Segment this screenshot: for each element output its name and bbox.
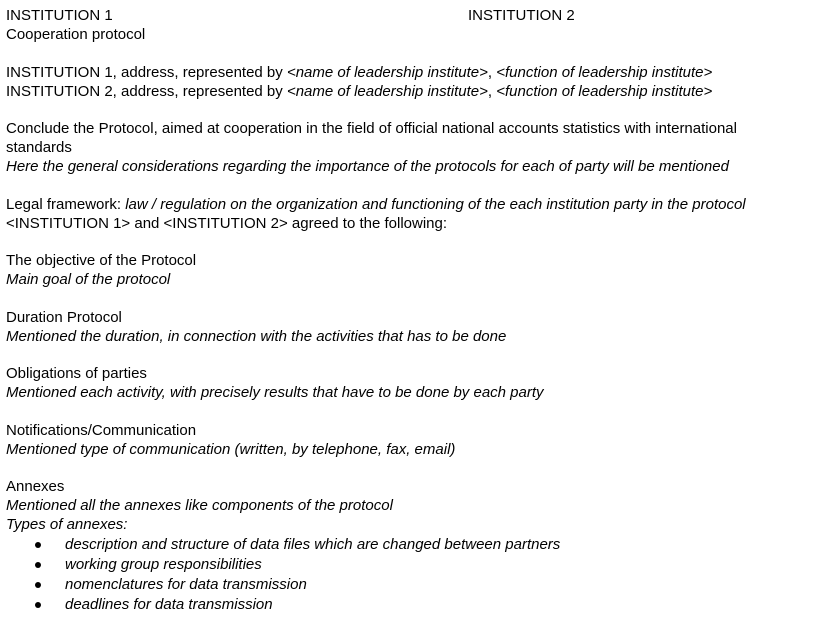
- party-1-line: [6, 63, 712, 82]
- institution-1-heading: INSTITUTION 1: [6, 7, 113, 24]
- list-item: [6, 535, 806, 554]
- section-title: Notifications/Communication: [6, 422, 197, 439]
- section-desc: Mentioned type of communication (written, by telephone, fax, email): [6, 441, 456, 458]
- list-item: [6, 555, 806, 574]
- conclusion-line-2: standards: [6, 139, 72, 156]
- bullet-icon: [35, 602, 41, 608]
- section-desc: Mentioned the duration, in connection with the activities that has to be done: [6, 328, 507, 345]
- institution-2-heading: INSTITUTION 2: [468, 7, 575, 24]
- list-item-text: nomenclatures for data transmission: [65, 576, 307, 593]
- legal-framework-line: [6, 195, 746, 214]
- list-item: [6, 595, 806, 614]
- party-1-prefix: INSTITUTION 1, address, represented by: [6, 64, 287, 81]
- annex-types-label: Types of annexes:: [6, 516, 128, 533]
- bullet-icon: [35, 582, 41, 588]
- agreement-line: <INSTITUTION 1> and <INSTITUTION 2> agreed to the following:: [6, 215, 448, 232]
- list-item-text: deadlines for data transmission: [65, 596, 273, 613]
- party-2-prefix: INSTITUTION 2, address, represented by: [6, 83, 287, 100]
- section-desc: Main goal of the protocol: [6, 271, 171, 288]
- party-2-line: [6, 82, 712, 101]
- legal-framework-label: Legal framework:: [6, 196, 126, 213]
- bullet-icon: [35, 562, 41, 568]
- section-title: Annexes: [6, 478, 65, 495]
- party-1-name: <name of leadership institute>: [286, 64, 488, 81]
- bullet-icon: [35, 542, 41, 548]
- party-2-name: <name of leadership institute>: [286, 83, 488, 100]
- section-desc: Mentioned each activity, with precisely results that have to be done by each party: [6, 384, 544, 401]
- list-item-text: description and structure of data files which are changed between partners: [65, 536, 561, 553]
- section-title: Duration Protocol: [6, 309, 122, 326]
- conclusion-line-1: Conclude the Protocol, aimed at cooperation in the field of official national accounts statistics with international: [6, 120, 737, 137]
- section-title: The objective of the Protocol: [6, 252, 197, 269]
- party-1-function: <function of leadership institute>: [496, 64, 713, 81]
- party-2-separator: ,: [487, 83, 497, 100]
- party-2-function: <function of leadership institute>: [496, 83, 713, 100]
- legal-framework-text: law / regulation on the organization and functioning of the each institution party in the protocol: [125, 196, 746, 213]
- document-subtitle: Cooperation protocol: [6, 26, 146, 43]
- section-title: Obligations of parties: [6, 365, 147, 382]
- conclusion-note: Here the general considerations regarding the importance of the protocols for each of party will be mentioned: [6, 158, 729, 175]
- list-item-text: working group responsibilities: [65, 556, 262, 573]
- party-1-separator: ,: [487, 64, 497, 81]
- list-item: [6, 575, 806, 594]
- section-desc: Mentioned all the annexes like components of the protocol: [6, 497, 393, 514]
